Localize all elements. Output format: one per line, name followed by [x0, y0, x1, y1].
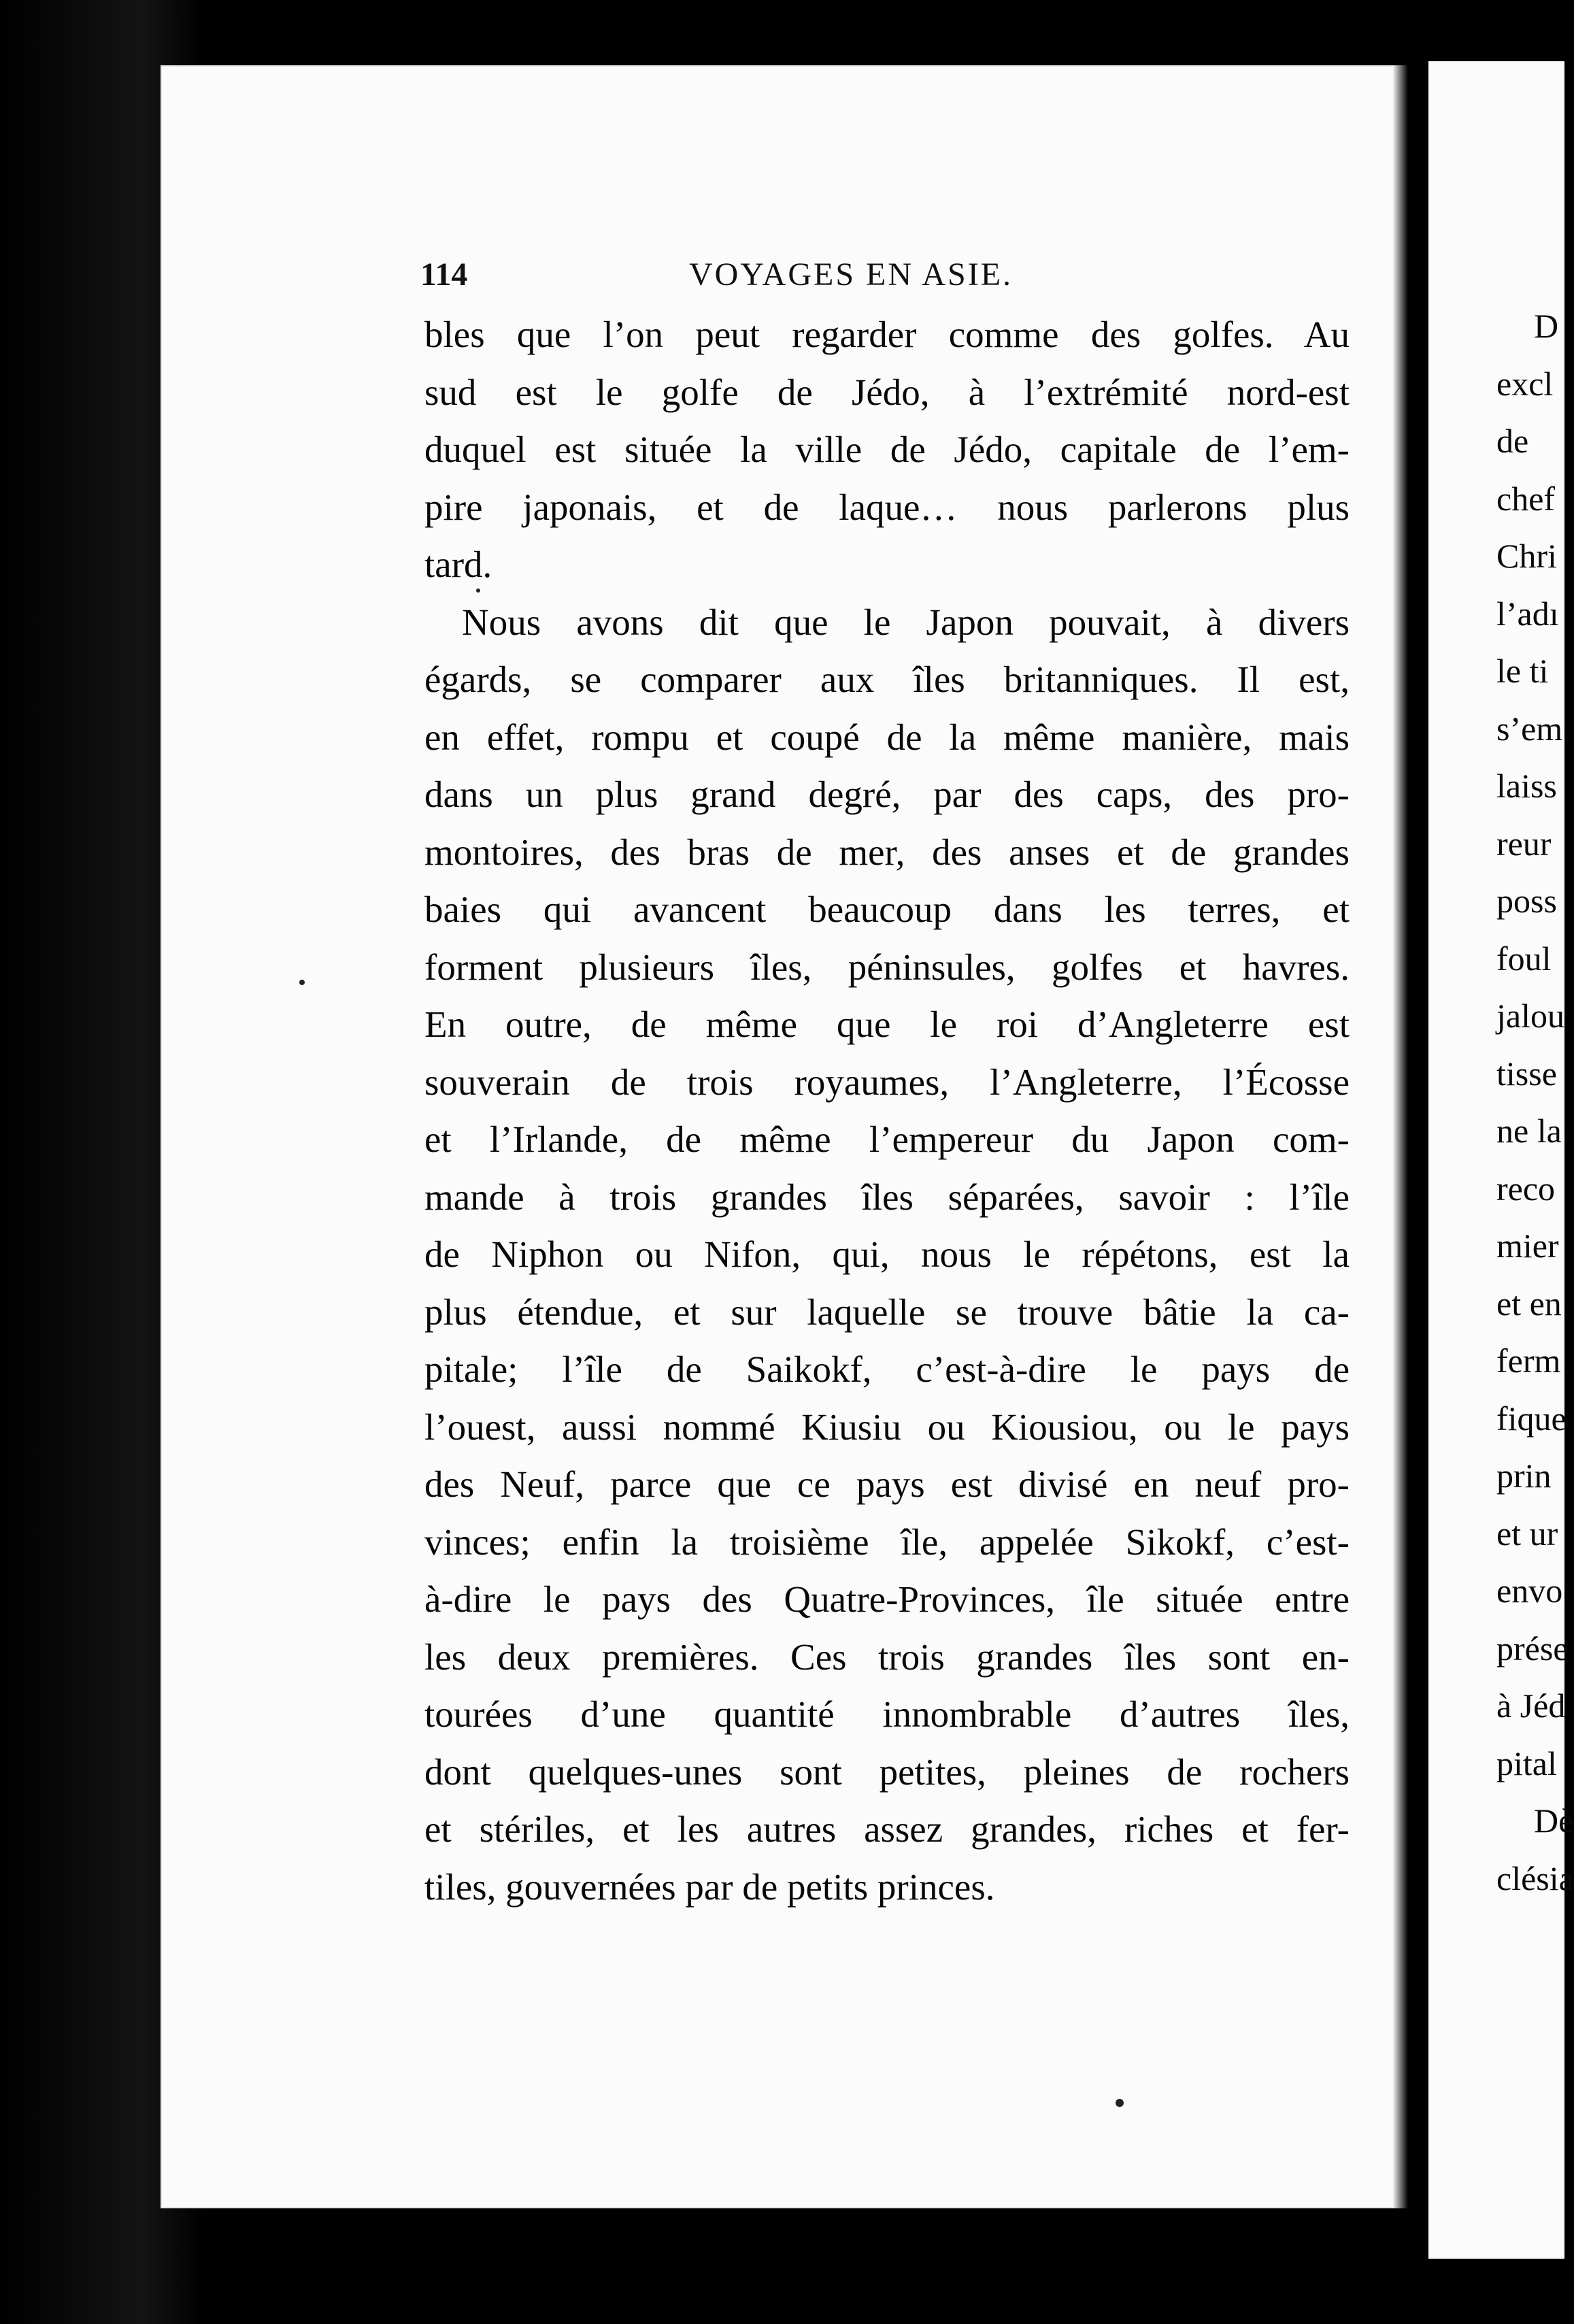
text-line: dans un plus grand degré, par des caps, des pro- [424, 774, 1350, 815]
facing-page-line: foul [1496, 939, 1552, 978]
facing-page-line: l’adı [1496, 594, 1559, 633]
facing-page-line: reco [1496, 1169, 1556, 1208]
text-line: En outre, de même que le roi d’Angleterre est [424, 1003, 1350, 1045]
body-text [424, 306, 1350, 1916]
text-line: de Niphon ou Nifon, qui, nous le répétons, est la [424, 1233, 1350, 1275]
text-line: l’ouest, aussi nommé Kiusiu ou Kiousiou, ou le pays [424, 1406, 1350, 1448]
facing-page-line: Dè [1534, 1802, 1574, 1840]
facing-page-line: clésia [1496, 1859, 1574, 1897]
facing-page-line: à Jéd [1496, 1687, 1566, 1725]
facing-page-line: envo [1496, 1572, 1563, 1610]
page-speck [1116, 2099, 1124, 2107]
facing-page-line: chef [1496, 479, 1556, 518]
facing-page-line: et ur [1496, 1514, 1558, 1553]
text-line: pitale; l’île de Saikokf, c’est-à-dire le pays de [424, 1348, 1350, 1390]
facing-page-line: D [1534, 307, 1559, 345]
facing-page-line: fique [1496, 1399, 1567, 1438]
facing-page-line: et en [1496, 1284, 1562, 1323]
text-line: duquel est située la ville de Jédo, capitale de l’em- [424, 429, 1350, 470]
text-line: plus étendue, et sur laquelle se trouve bâtie la ca- [424, 1291, 1350, 1333]
facing-page-line: pital [1496, 1744, 1557, 1782]
text-line: montoires, des bras de mer, des anses et de grandes [424, 831, 1350, 873]
facing-page-line: le ti [1496, 652, 1549, 690]
text-line: égards, se comparer aux îles britanniques. Il est, [424, 659, 1350, 700]
facing-page-line: jalou [1496, 997, 1564, 1035]
facing-page-line: excl [1496, 364, 1554, 403]
facing-page-line: ne la [1496, 1112, 1562, 1150]
facing-page-line: prin [1496, 1457, 1552, 1495]
text-line: les deux premières. Ces trois grandes îles sont en- [424, 1636, 1350, 1678]
facing-page-line: mier [1496, 1227, 1559, 1265]
page-speck [476, 588, 480, 593]
text-line: pire japonais, et de laque… nous parlerons plus [424, 486, 1350, 528]
facing-page-line: de [1496, 422, 1529, 460]
facing-page-line: tisse [1496, 1054, 1557, 1093]
text-line: et stériles, et les autres assez grandes, riches et fer- [424, 1808, 1350, 1850]
text-line: tourées d’une quantité innombrable d’autres îles, [424, 1693, 1350, 1735]
text-line: des Neuf, parce que ce pays est divisé en neuf pro- [424, 1463, 1350, 1505]
page-speck [299, 980, 305, 985]
page-edge [1394, 65, 1408, 2208]
text-line: souverain de trois royaumes, l’Angleterre, l’Écosse [424, 1061, 1350, 1103]
text-line: baies qui avancent beaucoup dans les terres, et [424, 889, 1350, 930]
facing-page-line: prése [1496, 1629, 1569, 1667]
text-line: à-dire le pays des Quatre-Provinces, île située entre [424, 1578, 1350, 1620]
text-line: vinces; enfin la troisième île, appelée Sikokf, c’est- [424, 1521, 1350, 1563]
text-line: en effet, rompu et coupé de la même manière, mais [424, 716, 1350, 758]
facing-page-line: ferm [1496, 1342, 1561, 1380]
facing-page-fragment [1428, 61, 1574, 2259]
text-line: bles que l’on peut regarder comme des golfes. Au [424, 314, 1350, 355]
text-line: et l’Irlande, de même l’empereur du Japon com- [424, 1118, 1350, 1160]
facing-page-line: s’em [1496, 709, 1563, 748]
text-line: dont quelques-unes sont petites, pleines de rochers [424, 1750, 1350, 1793]
facing-page-line: poss [1496, 882, 1557, 920]
running-head: VOYAGES EN ASIE. [689, 256, 1014, 293]
page-number: 114 [420, 256, 468, 293]
text-line: forment plusieurs îles, péninsules, golfes et havres. [424, 946, 1350, 988]
facing-page-line: laiss [1496, 767, 1557, 805]
text-line: tiles, gouvernées par de petits princes. [424, 1865, 995, 1908]
facing-page-line: Chri [1496, 537, 1557, 575]
text-line: Nous avons dit que le Japon pouvait, à divers [462, 601, 1350, 643]
text-line: tard. [424, 544, 492, 585]
facing-page-line: reur [1496, 824, 1552, 863]
page-header [420, 256, 1345, 303]
text-line: sud est le golfe de Jédo, à l’extrémité nord-est [424, 371, 1350, 413]
text-line: mande à trois grandes îles séparées, savoir : l’île [424, 1176, 1350, 1218]
